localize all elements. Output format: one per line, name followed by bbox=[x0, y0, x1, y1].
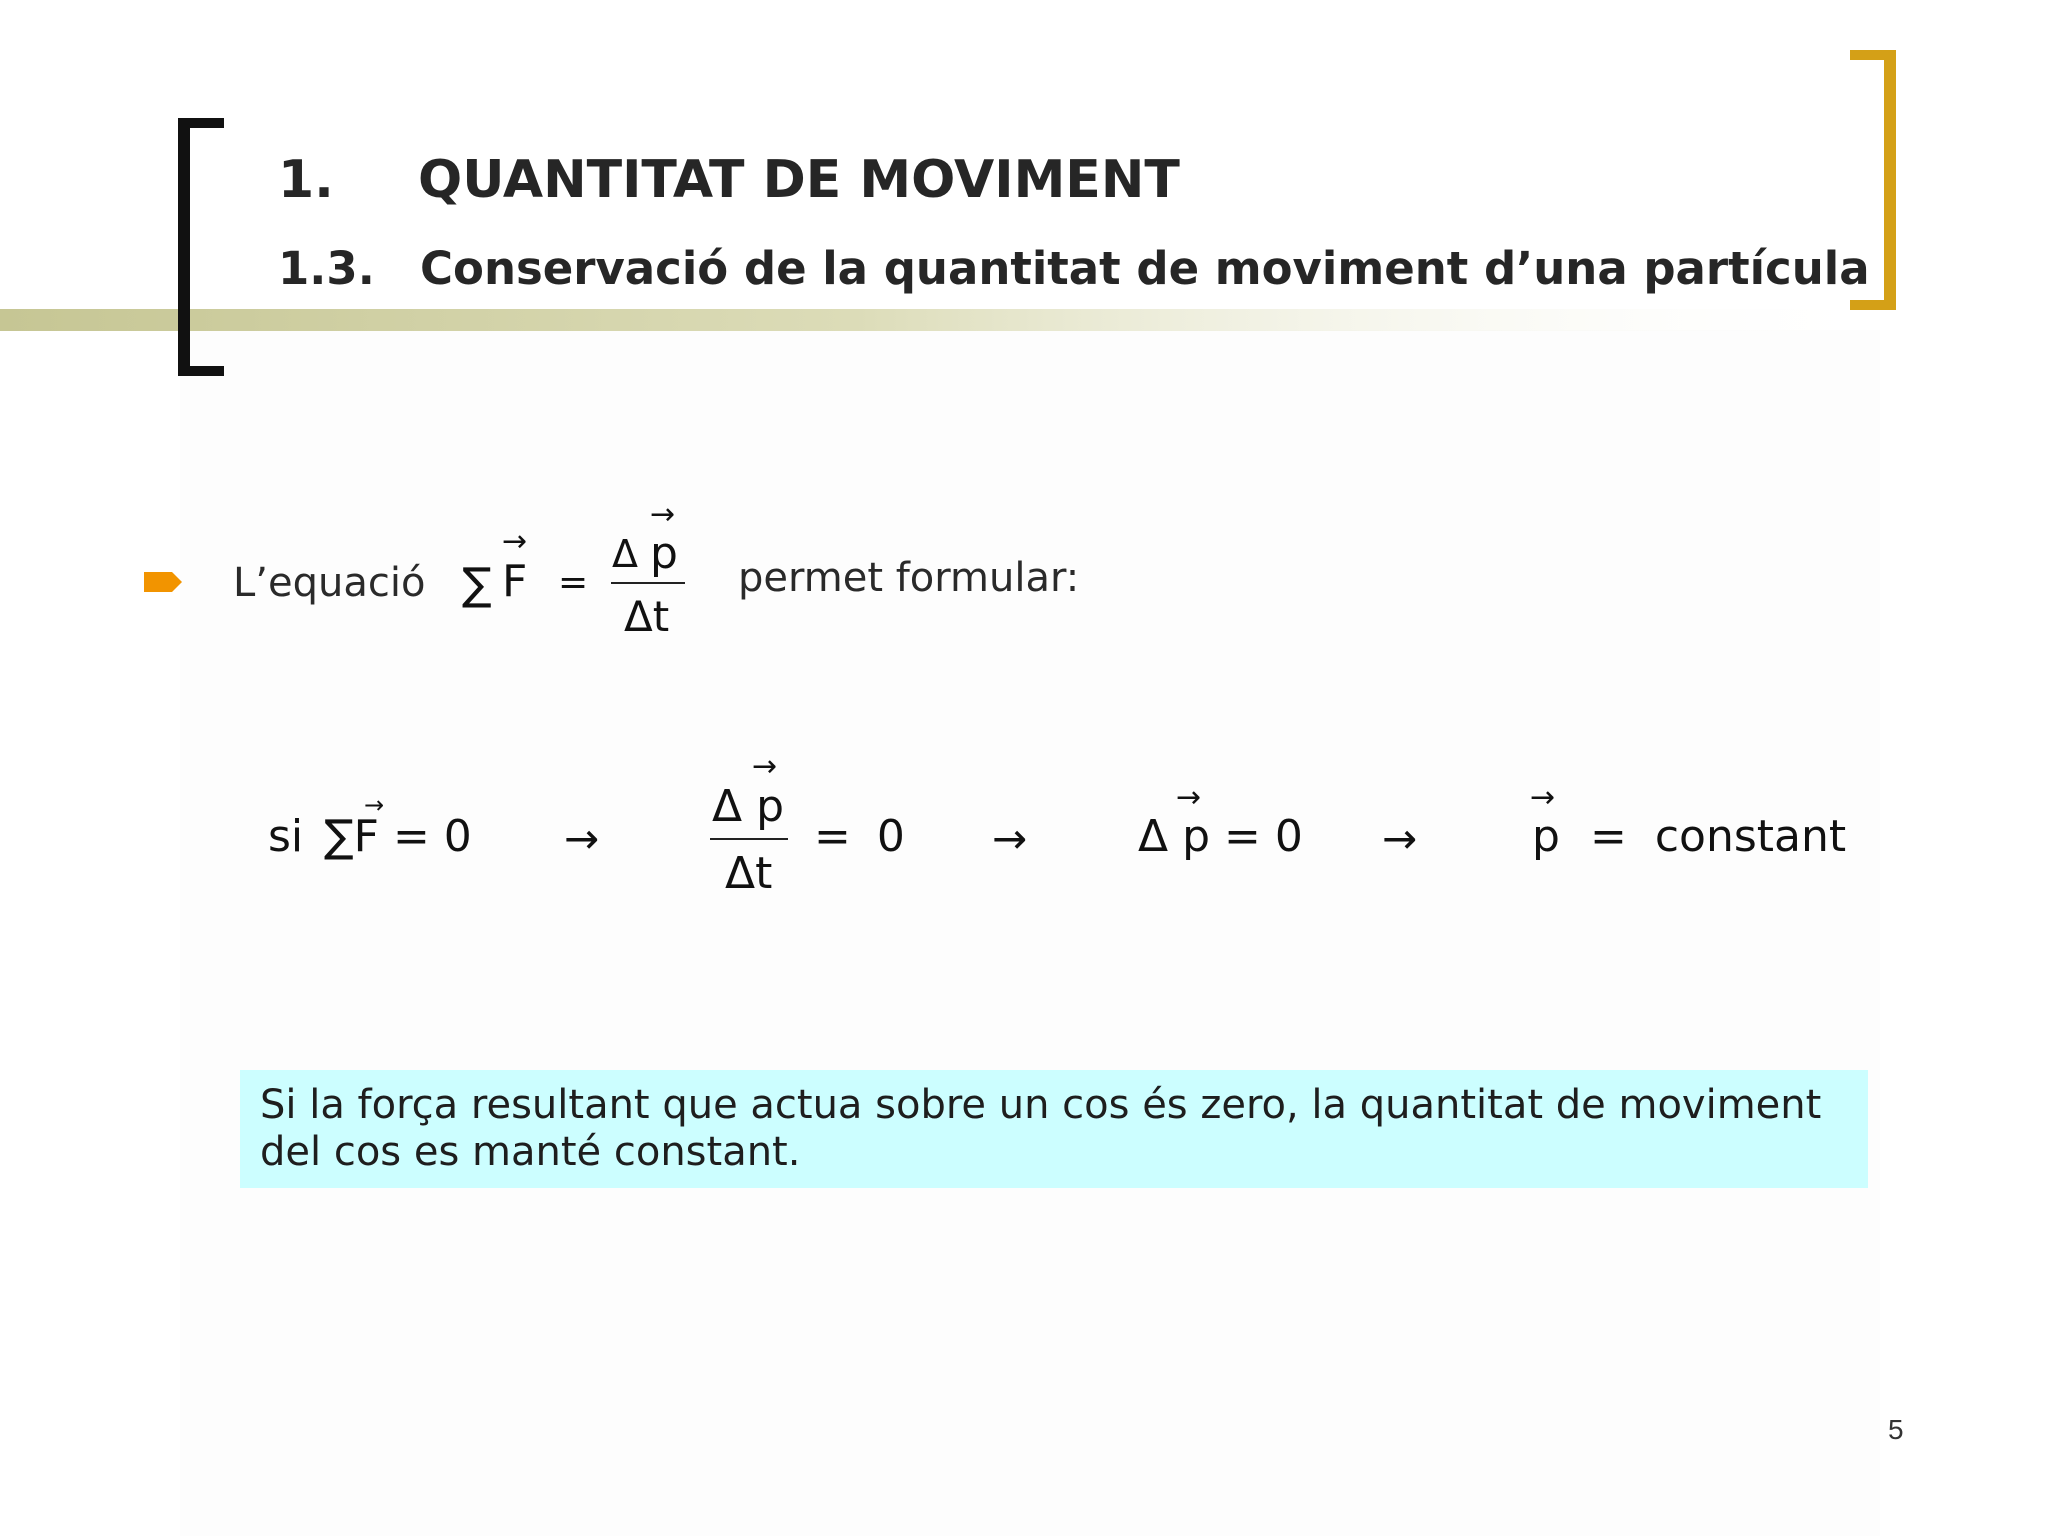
conclusion-text: Si la força resultant que actua sobre un cos és zero, la quantitat de moviment del cos es manté constant. bbox=[260, 1082, 1822, 1175]
step2-fraction-line bbox=[710, 838, 788, 840]
momentum-symbol: p bbox=[650, 528, 678, 579]
step4-rhs: = constant bbox=[1590, 811, 1847, 862]
step4-lhs: p bbox=[1532, 811, 1560, 862]
subtitle-number: 1.3. bbox=[278, 242, 375, 295]
step4-vector-arrow: → bbox=[1530, 780, 1556, 815]
header-gradient-bar bbox=[0, 309, 1900, 331]
bullet-lead-text: L’equació bbox=[233, 560, 426, 606]
page-subtitle bbox=[278, 242, 1870, 295]
step1-expression: ∑F = 0 bbox=[324, 811, 472, 862]
force-vector-arrow: → bbox=[502, 524, 528, 559]
momentum-vector-arrow: → bbox=[650, 497, 676, 532]
step2-numerator: Δ p bbox=[712, 781, 785, 832]
subtitle-text: Conservació de la quantitat de moviment d’una partícula bbox=[420, 242, 1870, 295]
fraction-denominator: Δt bbox=[624, 592, 670, 641]
sum-symbol: ∑ bbox=[462, 559, 492, 610]
arrow-bullet-icon bbox=[144, 570, 184, 594]
derivation-arrow-3: → bbox=[1382, 814, 1418, 863]
delta-symbol: Δ bbox=[612, 532, 638, 576]
fraction-line bbox=[611, 582, 685, 584]
step2-vector-arrow: → bbox=[752, 749, 778, 784]
step3-expression: Δ p = 0 bbox=[1138, 811, 1303, 862]
left-bracket-decoration bbox=[178, 118, 224, 376]
bullet-tail-text: permet formular: bbox=[738, 555, 1080, 601]
step2-rhs: = 0 bbox=[814, 811, 905, 862]
step1-vector-arrow: → bbox=[364, 791, 385, 819]
step3-vector-arrow: → bbox=[1176, 780, 1202, 815]
page-number: 5 bbox=[1888, 1414, 1904, 1445]
content-background bbox=[180, 330, 1880, 1536]
force-symbol: F bbox=[502, 556, 528, 607]
derivation-arrow-2: → bbox=[992, 814, 1028, 863]
conclusion-highlight-box bbox=[240, 1070, 1868, 1188]
derivation-si: si bbox=[268, 811, 304, 862]
step2-denominator: Δt bbox=[725, 848, 773, 899]
title-number: 1. bbox=[278, 150, 334, 210]
equals-sign: = bbox=[558, 562, 589, 603]
page-title bbox=[278, 150, 1180, 210]
derivation-arrow-1: → bbox=[564, 814, 600, 863]
title-text: QUANTITAT DE MOVIMENT bbox=[418, 150, 1180, 210]
